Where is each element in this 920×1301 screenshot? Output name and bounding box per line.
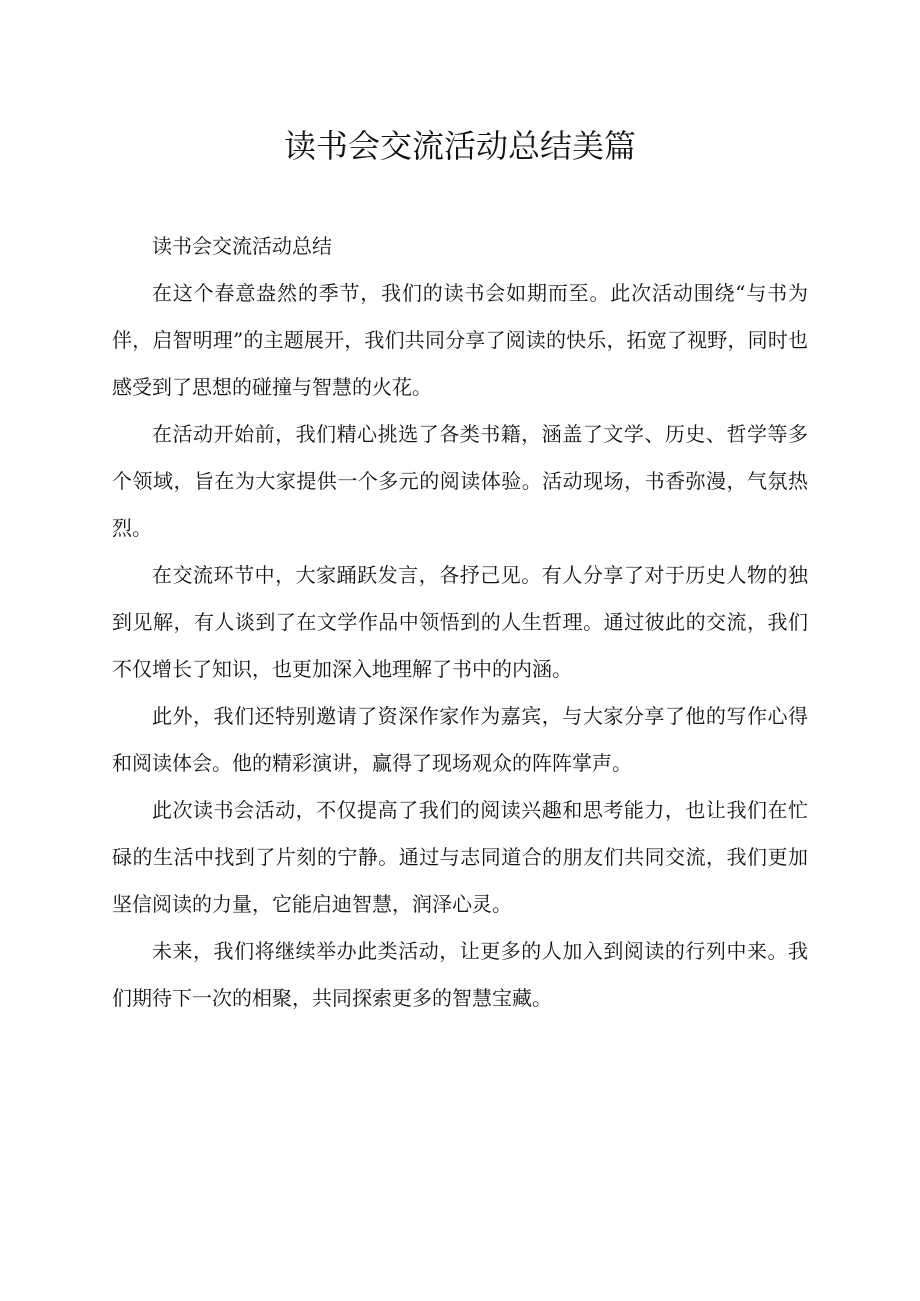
paragraph: 在活动开始前，我们精心挑选了各类书籍，涵盖了文学、历史、哲学等多个领域，旨在为大家提供一个多元的阅读体验。活动现场，书香弥漫，气氛热烈。	[112, 422, 808, 540]
paragraph: 在交流环节中，大家踊跃发言，各抒己见。有人分享了对于历史人物的独到见解，有人谈到了在文学作品中领悟到的人生哲理。通过彼此的交流，我们不仅增长了知识，也更加深入地理解了书中的内涵。	[112, 563, 808, 681]
document-title: 读书会交流活动总结美篇	[283, 127, 636, 165]
paragraph-subtitle: 读书会交流活动总结	[152, 234, 332, 258]
paragraph: 在这个春意盎然的季节，我们的读书会如期而至。此次活动围绕“与书为伴，启智明理”的主题展开，我们共同分享了阅读的快乐，拓宽了视野，同时也感受到了思想的碰撞与智慧的火花。	[112, 281, 808, 399]
paragraph: 此次读书会活动，不仅提高了我们的阅读兴趣和思考能力，也让我们在忙碌的生活中找到了片刻的宁静。通过与志同道合的朋友们共同交流，我们更加坚信阅读的力量，它能启迪智慧，润泽心灵。	[112, 798, 808, 916]
document-body	[112, 223, 808, 1022]
paragraph: 未来，我们将继续举办此类活动，让更多的人加入到阅读的行列中来。我们期待下一次的相聚，共同探索更多的智慧宝藏。	[112, 939, 808, 1010]
paragraph: 此外，我们还特别邀请了资深作家作为嘉宾，与大家分享了他的写作心得和阅读体会。他的精彩演讲，赢得了现场观众的阵阵掌声。	[112, 704, 808, 775]
